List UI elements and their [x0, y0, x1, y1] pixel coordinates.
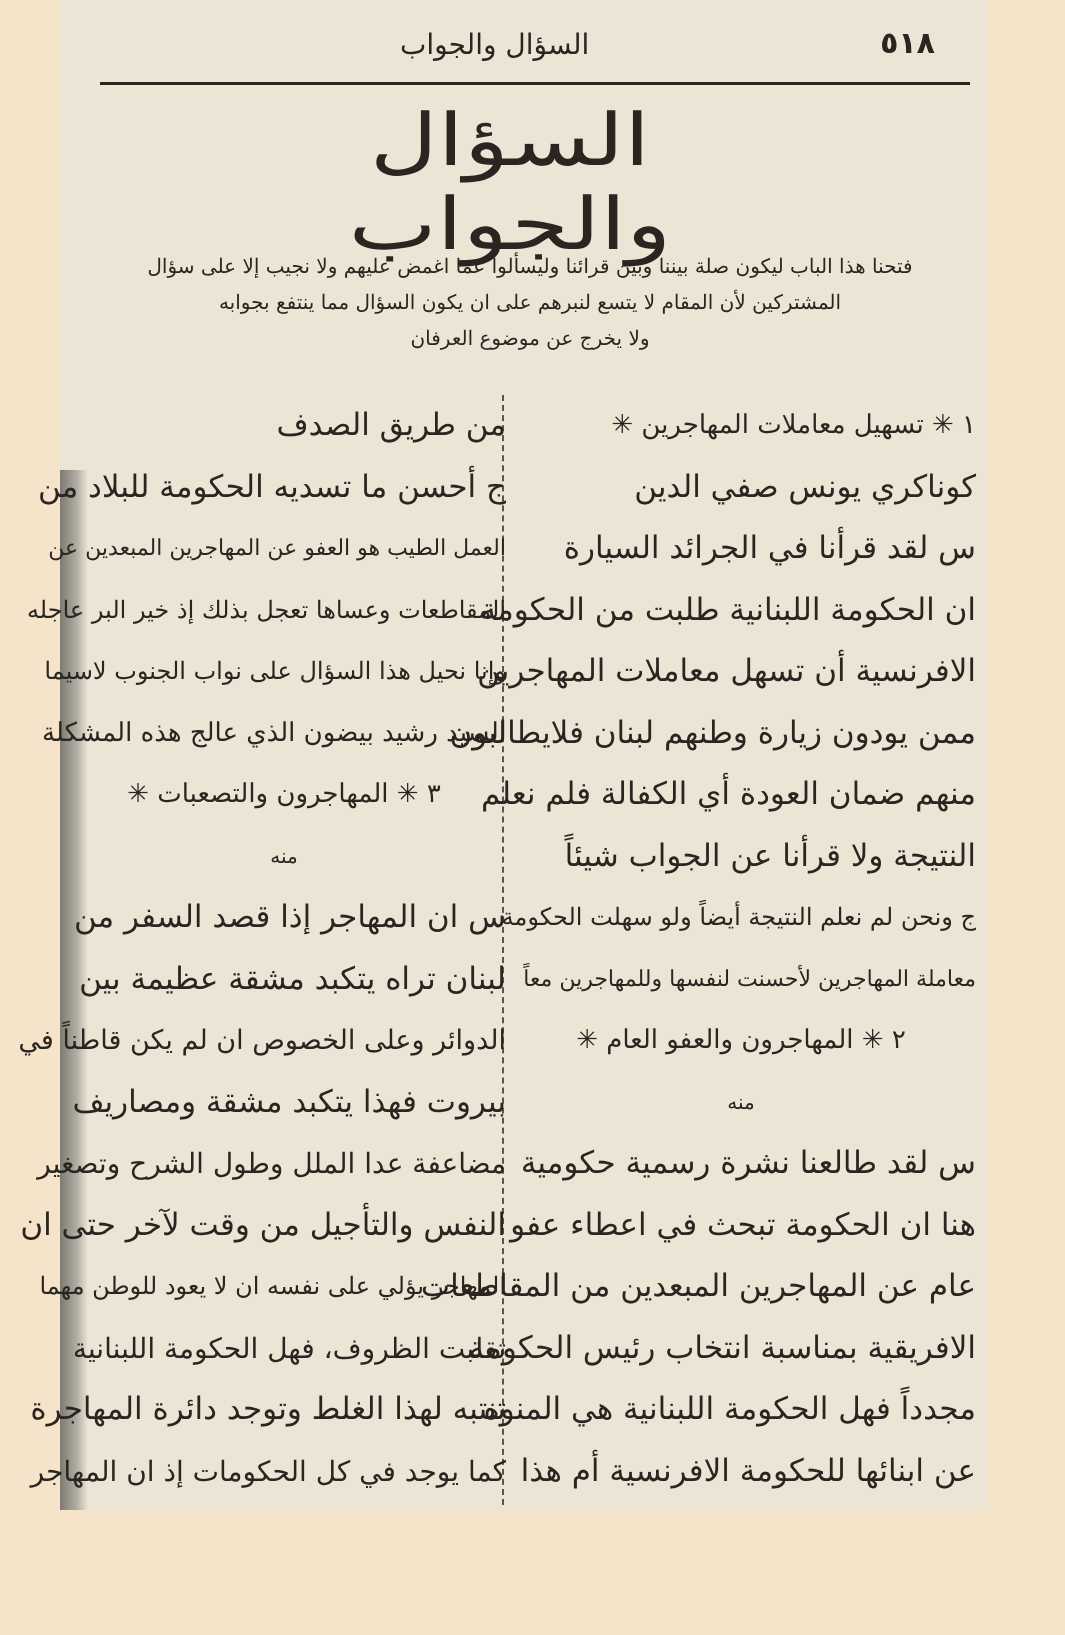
- text-line: منهم ضمان العودة أي الكفالة فلم نعلم: [481, 776, 976, 812]
- question-heading-3: ٣ ✳ المهاجرون والتصعبات ✳: [127, 779, 441, 809]
- intro-line: فتحنا هذا الباب ليكون صلة بيننا وبين قرائنا وليسألوا عما اغمض عليهم ولا نجيب إلا على سؤال: [147, 254, 913, 278]
- text-line: النتيجة ولا قرأنا عن الجواب شيئاً: [564, 837, 976, 874]
- left-column: [18, 395, 506, 1502]
- text-line: من طريق الصدف: [276, 407, 506, 443]
- text-line: الافرنسية أن تسهل معاملات المهاجرين: [477, 653, 976, 689]
- text-line: س لقد قرأنا في الجرائد السيارة: [563, 530, 976, 566]
- text-line: كما يوجد في كل الحكومات إذ ان المهاجر: [30, 1454, 506, 1488]
- text-line: بيروت فهذا يتكبد مشقة ومصاريف: [72, 1083, 506, 1120]
- text-line: الدوائر وعلى الخصوص ان لم يكن قاطناً في: [18, 1025, 506, 1056]
- text-line: السيد رشيد بيضون الذي عالج هذه المشكلة: [42, 717, 506, 748]
- text-line: ج أحسن ما تسديه الحكومة للبلاد من: [37, 468, 506, 505]
- text-line: النفس والتأجيل من وقت لآخر حتى ان: [20, 1206, 506, 1243]
- text-line: س ان المهاجر إذا قصد السفر من: [73, 899, 506, 935]
- question-heading-1: ١ ✳ تسهيل معاملات المهاجرين ✳: [611, 410, 976, 440]
- text-line: تنتبه لهذا الغلط وتوجد دائرة المهاجرة: [30, 1391, 506, 1427]
- text-line: ان الحكومة اللبنانية طلبت من الحكومة: [480, 591, 976, 628]
- intro-line: المشتركين لأن المقام لا يتسع لنبرهم على ان يكون السؤال مما ينتفع بجوابه: [218, 290, 842, 314]
- text-line: وإنا نحيل هذا السؤال على نواب الجنوب لاسيما: [44, 657, 506, 685]
- text-line: مجدداً فهل الحكومة اللبنانية هي المنوه: [483, 1391, 976, 1427]
- text-line: مضاعفة عدا الملل وطول الشرح وتصغير: [37, 1147, 506, 1180]
- header-rule: [100, 82, 970, 85]
- byline: منه: [270, 843, 298, 868]
- text-line: العمل الطيب هو العفو عن المهاجرين المبعدين عن: [48, 536, 506, 561]
- text-line: تقلبت الظروف، فهل الحكومة اللبنانية: [72, 1331, 506, 1365]
- page-number: ٥١٨: [880, 26, 935, 61]
- text-line: هنا ان الحكومة تبحث في اعطاء عفو: [510, 1206, 976, 1243]
- question-heading-2: ٢ ✳ المهاجرون والعفو العام ✳: [576, 1025, 906, 1055]
- text-line: المقاطعات وعساها تعجل بذلك إذ خير البر عاجله: [26, 595, 506, 624]
- right-column: [420, 395, 976, 1502]
- text-line: لبنان تراه يتكبد مشقة عظيمة بين: [79, 960, 506, 997]
- intro-line: ولا يخرج عن موضوع العرفان: [410, 326, 650, 350]
- text-line: الافريقية بمناسبة انتخاب رئيس الحكومة: [468, 1329, 976, 1366]
- text-line: معاملة المهاجرين لأحسنت لنفسها وللمهاجرين معاً: [523, 966, 976, 992]
- intro-paragraph: [110, 248, 950, 356]
- running-title: السؤال والجواب: [400, 28, 590, 61]
- text-line: عام عن المهاجرين المبعدين من المقاطعات: [420, 1268, 976, 1304]
- text-line: ج ونحن لم نعلم النتيجة أيضاً ولو سهلت الحكومة: [501, 903, 976, 931]
- byline: منه: [727, 1089, 755, 1114]
- byline: كوناكري يونس صفي الدين: [634, 468, 976, 505]
- section-title: السؤال والجواب: [348, 98, 672, 266]
- text-line: س لقد طالعنا نشرة رسمية حكومية: [520, 1145, 976, 1181]
- text-line: عن ابنائها للحكومة الافرنسية أم هذا: [520, 1452, 976, 1489]
- text-line: ممن يودون زيارة وطنهم لبنان فلايطالبون: [449, 714, 976, 751]
- text-line: المهاجر يؤلي على نفسه ان لا يعود للوطن مهما: [39, 1272, 506, 1300]
